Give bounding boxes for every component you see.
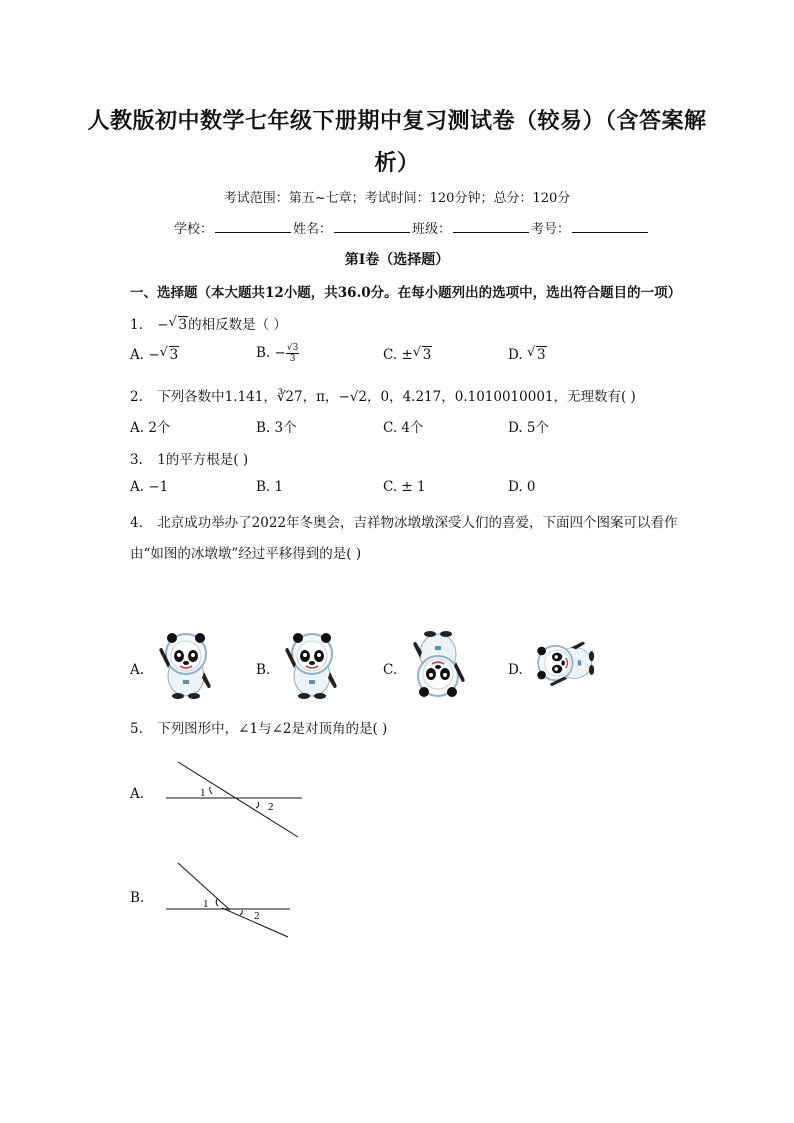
q4-option-b-label[interactable]: B. — [256, 662, 271, 678]
question-stem-suffix: 的相反数是（ ） — [188, 317, 287, 333]
angle-label-1: 1 — [200, 787, 206, 799]
angle-label-2: 2 — [268, 801, 274, 813]
q1-option-a[interactable]: A. − √ 3 — [130, 345, 179, 363]
class-blank[interactable] — [453, 220, 529, 233]
mascot-panda-image-a[interactable] — [150, 628, 222, 700]
question-stem: 1的平方根是( ) — [157, 452, 249, 468]
angle-label-1: 1 — [203, 898, 209, 910]
question-stem: 下列图形中，∠1与∠2是对顶角的是( ) — [157, 721, 388, 737]
name-label: 姓名： — [293, 222, 333, 237]
number-blank[interactable] — [572, 220, 648, 233]
question-4-line2: 由“如图的冰墩墩”经过平移得到的是( ) — [130, 546, 362, 562]
mascot-panda-image-d[interactable] — [528, 632, 600, 694]
fraction: $\frac{√3}{3}$ — [286, 343, 299, 364]
q4-option-c-label[interactable]: C. — [383, 662, 398, 678]
name-blank[interactable] — [334, 220, 410, 233]
q2-option-d[interactable]: D. 5个 — [508, 420, 550, 436]
q4-option-d-label[interactable]: D. — [508, 662, 523, 678]
document-title-line1: 人教版初中数学七年级下册期中复习测试卷（较易）（含答案解 — [87, 108, 707, 134]
question-2: 2. 下列各数中1.141，∛27，π，−√2，0，4.217，0.1010010001，无理数有( ) — [130, 389, 636, 405]
school-blank[interactable] — [215, 220, 291, 233]
angle-diagram-b[interactable] — [160, 860, 310, 942]
school-label: 学校： — [174, 222, 214, 237]
mascot-panda-image-c[interactable] — [402, 630, 474, 702]
q2-option-c[interactable]: C. 4个 — [383, 420, 424, 436]
document-title-line2: 析） — [374, 150, 420, 176]
question-3: 3. 1的平方根是( ) — [130, 452, 249, 468]
angle-diagram-a[interactable] — [160, 758, 310, 840]
q4-option-a-label[interactable]: A. — [130, 662, 145, 678]
sqrt-expression: √ 3 — [168, 315, 188, 333]
q5-option-a-label[interactable]: A. — [130, 786, 145, 802]
class-label: 班级： — [412, 222, 452, 237]
number-label: 考号： — [531, 222, 571, 237]
question-stem-prefix: − — [157, 317, 169, 333]
q1-option-b[interactable]: B. − $\frac{√3}{3}$ — [256, 343, 299, 364]
question-5: 5. 下列图形中，∠1与∠2是对顶角的是( ) — [130, 721, 388, 737]
question-stem: 下列各数中1.141，∛27，π，−√2，0，4.217，0.1010010001，无理数有( ) — [157, 389, 636, 405]
q2-option-b[interactable]: B. 3个 — [256, 420, 297, 436]
q1-option-c[interactable]: C. ± √ 3 — [383, 345, 432, 363]
q3-option-a[interactable]: A. −1 — [130, 479, 169, 495]
q1-option-d[interactable]: D. √ 3 — [508, 345, 546, 363]
question-number: 1. — [130, 317, 143, 333]
mascot-panda-image-b[interactable] — [276, 628, 348, 700]
section-heading: 一、选择题（本大题共12小题，共36.0分。在每小题列出的选项中，选出符合题目的一项） — [130, 285, 682, 301]
exam-info: 考试范围：第五~七章；考试时间：120分钟；总分：120分 — [223, 191, 571, 206]
q5-option-b-label[interactable]: B. — [130, 890, 145, 906]
q2-option-a[interactable]: A. 2个 — [130, 420, 171, 436]
question-4: 4. 北京成功举办了2022年冬奥会，吉祥物冰墩墩深受人们的喜爱，下面四个图案可以看作 — [130, 515, 678, 531]
q3-option-c[interactable]: C. ± 1 — [383, 479, 426, 495]
q3-option-d[interactable]: D. 0 — [508, 479, 536, 495]
question-stem-line1: 北京成功举办了2022年冬奥会，吉祥物冰墩墩深受人们的喜爱，下面四个图案可以看作 — [157, 515, 678, 531]
student-info-fields — [174, 218, 650, 237]
angle-label-2: 2 — [254, 910, 260, 922]
question-1 — [130, 313, 287, 333]
part-title: 第I卷（选择题） — [344, 252, 450, 268]
q3-option-b[interactable]: B. 1 — [256, 479, 284, 495]
